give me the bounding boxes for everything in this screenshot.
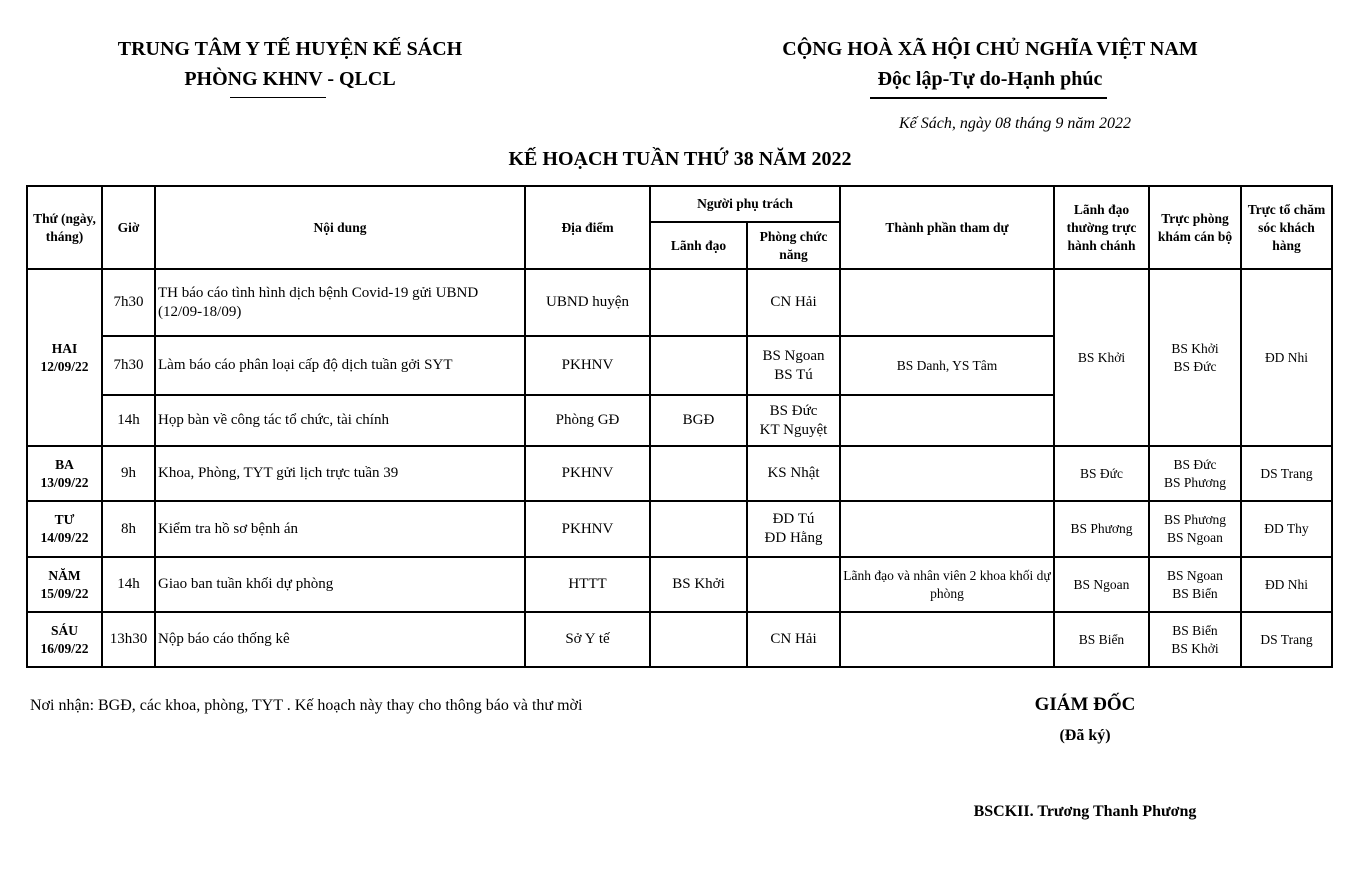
department-person: KT Nguyệt [759,421,828,438]
weekly-plan-table [26,185,1333,668]
country-name: CỘNG HOÀ XÃ HỘI CHỦ NGHĨA VIỆT NAM [782,38,1198,60]
department-cell [747,612,840,667]
header-participants: Thành phần tham dự [840,186,1054,269]
location-cell: Sở Y tế [525,612,650,667]
day-name: TƯ [54,512,75,527]
document-title: KẾ HOẠCH TUẦN THỨ 38 NĂM 2022 [508,148,852,170]
department-person: ĐD Tú [772,511,815,527]
department-person: BS Ngoan [762,347,825,364]
admin-duty-cell: BS Ngoan [1054,557,1149,612]
clinic-duty-person: BS Đức [1173,456,1217,472]
location-cell: PKHNV [525,336,650,395]
clinic-duty-cell [1149,501,1241,557]
header-clinic-duty: Trực phòng khám cán bộ [1149,186,1241,269]
time-cell: 7h30 [102,269,155,336]
clinic-duty-person: BS Biển [1172,585,1218,601]
participants-cell [840,269,1054,336]
header-time: Giờ [102,186,155,269]
recipients-note: Nơi nhận: BGĐ, các khoa, phòng, TYT . Kế hoạch này thay cho thông báo và thư mời [30,697,583,714]
admin-duty-cell: BS Biển [1054,612,1149,667]
department-person: CN Hải [770,631,817,647]
time-cell: 9h [102,446,155,501]
department-person: ĐD Hằng [764,530,823,546]
day-date: 13/09/22 [40,474,89,490]
signer-title: GIÁM ĐỐC [1034,694,1136,715]
table-row [27,446,1332,501]
header-care-duty: Trực tổ chăm sóc khách hàng [1241,186,1332,269]
participants-cell: BS Danh, YS Tâm [840,336,1054,395]
time-cell: 7h30 [102,336,155,395]
day-date: 16/09/22 [40,640,89,656]
leader-cell: BS Khởi [650,557,747,612]
table-row [27,557,1332,612]
national-motto: Độc lập-Tự do-Hạnh phúc [877,68,1103,90]
department-person: CN Hải [770,294,817,310]
participants-cell: Lãnh đạo và nhân viên 2 khoa khối dự phòng [840,557,1054,612]
content-cell: Nộp báo cáo thống kê [155,612,525,667]
content-cell: Kiểm tra hồ sơ bệnh án [155,501,525,557]
leader-cell [650,446,747,501]
signature-status: (Đã ký) [1059,727,1111,744]
organization-name: TRUNG TÂM Y TẾ HUYỆN KẾ SÁCH [117,38,463,60]
content-cell: Khoa, Phòng, TYT gửi lịch trực tuần 39 [155,446,525,501]
table-row [27,612,1332,667]
day-name: BA [55,456,74,472]
content-cell: TH báo cáo tình hình dịch bệnh Covid-19 gửi UBND (12/09-18/09) [155,269,525,336]
clinic-duty-cell [1149,269,1241,446]
content-cell: Làm báo cáo phân loại cấp độ dịch tuần gởi SYT [155,336,525,395]
day-cell [27,501,102,557]
clinic-duty-cell [1149,612,1241,667]
time-cell: 14h [102,395,155,446]
care-duty-cell: DS Trang [1241,446,1332,501]
location-cell: UBND huyện [525,269,650,336]
department-cell [747,501,840,557]
department-cell [747,446,840,501]
header-department: Phòng chức năng [747,222,840,269]
header-divider-left [230,97,326,98]
day-name: SÁU [50,622,78,638]
department-cell [747,557,840,612]
table-row [27,269,1332,336]
day-date: 14/09/22 [40,530,89,545]
department-name: PHÒNG KHNV - QLCL [184,68,396,90]
organization-header [60,34,520,94]
care-duty-cell: DS Trang [1241,612,1332,667]
header-divider-right [870,97,1107,99]
content-cell: Họp bàn về công tác tổ chức, tài chính [155,395,525,446]
clinic-duty-cell [1149,446,1241,501]
care-duty-cell: ĐD Nhi [1241,557,1332,612]
department-cell [747,269,840,336]
participants-cell [840,446,1054,501]
care-duty-cell: ĐD Thy [1241,501,1332,557]
department-cell [747,336,840,395]
location-cell: PKHNV [525,446,650,501]
day-name: HAI [51,340,78,356]
national-header [740,34,1240,94]
clinic-duty-person: BS Phương [1163,512,1227,527]
location-cell: HTTT [525,557,650,612]
header-person-in-charge: Người phụ trách [650,186,840,222]
department-person: BS Tú [774,366,813,383]
header-content: Nội dung [155,186,525,269]
time-cell: 14h [102,557,155,612]
table-row [27,501,1332,557]
location-cell: PKHNV [525,501,650,557]
clinic-duty-person: BS Khởi [1171,340,1219,356]
clinic-duty-person: BS Ngoan [1167,567,1223,583]
clinic-duty-cell [1149,557,1241,612]
content-cell: Giao ban tuần khối dự phòng [155,557,525,612]
clinic-duty-person: BS Ngoan [1167,530,1223,545]
admin-duty-cell: BS Phương [1054,501,1149,557]
header-location: Địa điểm [525,186,650,269]
care-duty-cell: ĐD Nhi [1241,269,1332,446]
participants-cell [840,395,1054,446]
location-cell: Phòng GĐ [525,395,650,446]
department-cell [747,395,840,446]
time-cell: 13h30 [102,612,155,667]
leader-cell [650,336,747,395]
leader-cell [650,269,747,336]
clinic-duty-person: BS Đức [1173,358,1217,374]
signer-name: BSCKII. Trương Thanh Phương [973,803,1197,820]
day-cell [27,612,102,667]
leader-cell [650,501,747,557]
day-date: 15/09/22 [40,585,89,601]
header-leader: Lãnh đạo [650,222,747,269]
admin-duty-cell: BS Khởi [1054,269,1149,446]
day-name: NĂM [48,567,81,583]
document-date: Kế Sách, ngày 08 tháng 9 năm 2022 [899,115,1131,132]
department-person: KS Nhật [767,465,820,481]
department-person: BS Đức [769,402,818,419]
clinic-duty-person: BS Phương [1163,474,1227,490]
header-admin-duty: Lãnh đạo thường trực hành chánh [1054,186,1149,269]
day-cell [27,269,102,446]
day-date: 12/09/22 [40,358,89,374]
clinic-duty-person: BS Biển [1172,622,1218,638]
time-cell: 8h [102,501,155,557]
participants-cell [840,612,1054,667]
admin-duty-cell: BS Đức [1054,446,1149,501]
leader-cell [650,612,747,667]
clinic-duty-person: BS Khởi [1171,640,1219,656]
participants-cell [840,501,1054,557]
day-cell [27,446,102,501]
header-day: Thứ (ngày, tháng) [27,186,102,269]
day-cell [27,557,102,612]
leader-cell: BGĐ [650,395,747,446]
